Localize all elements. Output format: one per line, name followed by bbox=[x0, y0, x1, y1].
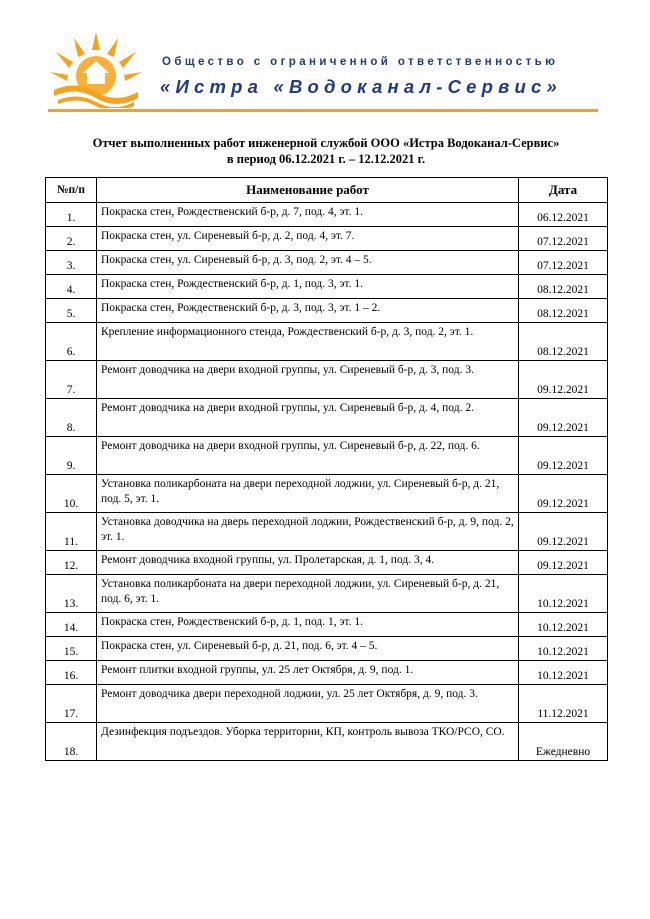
row-number: 14. bbox=[46, 613, 97, 637]
table-row bbox=[46, 203, 608, 227]
row-number: 2. bbox=[46, 227, 97, 251]
table-row bbox=[46, 661, 608, 685]
work-date: 09.12.2021 bbox=[519, 551, 608, 575]
work-date: 10.12.2021 bbox=[519, 637, 608, 661]
table-row bbox=[46, 475, 608, 513]
work-name: Ремонт плитки входной группы, ул. 25 лет Октября, д. 9, под. 1. bbox=[97, 661, 519, 685]
company-name: «Истра «Водоканал-Сервис» bbox=[160, 76, 562, 97]
table-row bbox=[46, 551, 608, 575]
header-date: Дата bbox=[519, 178, 608, 203]
row-number: 16. bbox=[46, 661, 97, 685]
work-date: 11.12.2021 bbox=[519, 685, 608, 723]
row-number: 7. bbox=[46, 361, 97, 399]
work-date: 08.12.2021 bbox=[519, 299, 608, 323]
work-name: Покраска стен, Рождественский б-р, д. 1, под. 1, эт. 1. bbox=[97, 613, 519, 637]
row-number: 5. bbox=[46, 299, 97, 323]
table-row bbox=[46, 575, 608, 613]
table-row bbox=[46, 299, 608, 323]
work-date: 09.12.2021 bbox=[519, 513, 608, 551]
report-title-line1: Отчет выполненных работ инженерной службой ООО «Истра Водоканал-Сервис» bbox=[92, 136, 560, 150]
table-row bbox=[46, 361, 608, 399]
work-name: Ремонт доводчика входной группы, ул. Пролетарская, д. 1, под. 3, 4. bbox=[97, 551, 519, 575]
work-date: Ежедневно bbox=[519, 723, 608, 761]
row-number: 8. bbox=[46, 399, 97, 437]
table-row bbox=[46, 251, 608, 275]
work-name: Крепление информационного стенда, Рождественский б-р, д. 3, под. 2, эт. 1. bbox=[97, 323, 519, 361]
work-name: Ремонт доводчика на двери входной группы, ул. Сиреневый б-р, д. 3, под. 3. bbox=[97, 361, 519, 399]
table-row bbox=[46, 613, 608, 637]
work-name: Установка доводчика на дверь переходной лоджии, Рождественский б-р, д. 9, под. 2, эт. 1. bbox=[97, 513, 519, 551]
table-row bbox=[46, 227, 608, 251]
table-row bbox=[46, 685, 608, 723]
company-legal-form: Общество с ограниченной ответственностью bbox=[162, 56, 559, 68]
table-row bbox=[46, 275, 608, 299]
row-number: 15. bbox=[46, 637, 97, 661]
row-number: 3. bbox=[46, 251, 97, 275]
work-name: Установка поликарбоната на двери переходной лоджии, ул. Сиреневый б-р, д. 21, под. 5, эт. 1. bbox=[97, 475, 519, 513]
work-name: Покраска стен, ул. Сиреневый б-р, д. 3, под. 2, эт. 4 – 5. bbox=[97, 251, 519, 275]
work-date: 09.12.2021 bbox=[519, 399, 608, 437]
row-number: 6. bbox=[46, 323, 97, 361]
letterhead bbox=[0, 0, 650, 115]
work-date: 09.12.2021 bbox=[519, 361, 608, 399]
row-number: 10. bbox=[46, 475, 97, 513]
work-name: Покраска стен, ул. Сиреневый б-р, д. 2, под. 4, эт. 7. bbox=[97, 227, 519, 251]
row-number: 4. bbox=[46, 275, 97, 299]
table-row bbox=[46, 437, 608, 475]
work-date: 08.12.2021 bbox=[519, 323, 608, 361]
row-number: 18. bbox=[46, 723, 97, 761]
table-header-row bbox=[46, 178, 608, 203]
work-name: Покраска стен, Рождественский б-р, д. 7, под. 4, эт. 1. bbox=[97, 203, 519, 227]
sun-house-logo-icon bbox=[46, 28, 146, 108]
work-name: Установка поликарбоната на двери переходной лоджии, ул. Сиреневый б-р, д. 21, под. 6, эт. 1. bbox=[97, 575, 519, 613]
work-date: 07.12.2021 bbox=[519, 251, 608, 275]
row-number: 1. bbox=[46, 203, 97, 227]
row-number: 13. bbox=[46, 575, 97, 613]
work-date: 10.12.2021 bbox=[519, 661, 608, 685]
work-name: Покраска стен, ул. Сиреневый б-р, д. 21, под. 6, эт. 4 – 5. bbox=[97, 637, 519, 661]
table-row bbox=[46, 723, 608, 761]
works-table bbox=[45, 177, 608, 761]
work-date: 09.12.2021 bbox=[519, 437, 608, 475]
work-name: Ремонт доводчика на двери входной группы, ул. Сиреневый б-р, д. 22, под. 6. bbox=[97, 437, 519, 475]
header-work-name: Наименование работ bbox=[97, 178, 519, 203]
header-number: №п/п bbox=[46, 178, 97, 203]
work-date: 09.12.2021 bbox=[519, 475, 608, 513]
table-row bbox=[46, 513, 608, 551]
table-row bbox=[46, 323, 608, 361]
work-date: 08.12.2021 bbox=[519, 275, 608, 299]
work-date: 06.12.2021 bbox=[519, 203, 608, 227]
row-number: 9. bbox=[46, 437, 97, 475]
table-row bbox=[46, 399, 608, 437]
work-name: Дезинфекция подъездов. Уборка территории, КП, контроль вывоза ТКО/РСО, СО. bbox=[97, 723, 519, 761]
work-date: 10.12.2021 bbox=[519, 575, 608, 613]
work-date: 10.12.2021 bbox=[519, 613, 608, 637]
report-title bbox=[46, 135, 606, 167]
work-name: Ремонт доводчика двери переходной лоджии, ул. 25 лет Октября, д. 9, под. 3. bbox=[97, 685, 519, 723]
row-number: 11. bbox=[46, 513, 97, 551]
report-title-line2: в период 06.12.2021 г. – 12.12.2021 г. bbox=[226, 152, 426, 166]
table-row bbox=[46, 637, 608, 661]
work-name: Покраска стен, Рождественский б-р, д. 1, под. 3, эт. 1. bbox=[97, 275, 519, 299]
work-date: 07.12.2021 bbox=[519, 227, 608, 251]
work-name: Покраска стен, Рождественский б-р, д. 3, под. 3, эт. 1 – 2. bbox=[97, 299, 519, 323]
header-divider bbox=[48, 109, 598, 112]
work-name: Ремонт доводчика на двери входной группы, ул. Сиреневый б-р, д. 4, под. 2. bbox=[97, 399, 519, 437]
row-number: 17. bbox=[46, 685, 97, 723]
row-number: 12. bbox=[46, 551, 97, 575]
